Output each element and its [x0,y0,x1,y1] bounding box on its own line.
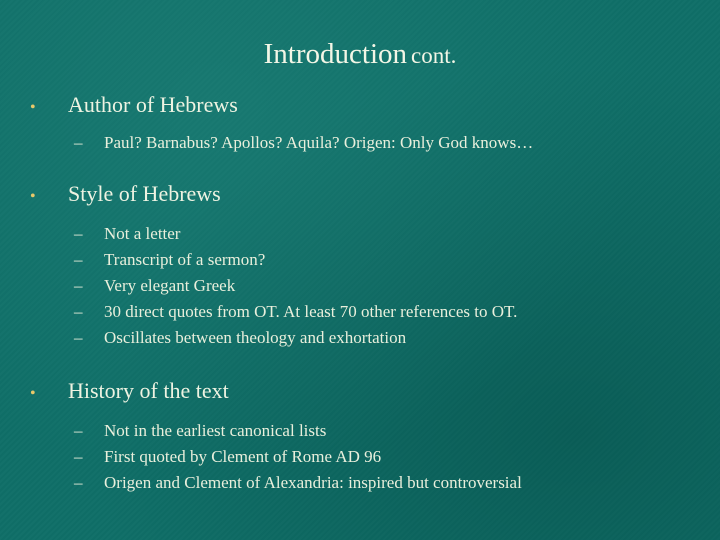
sub-item-text: 30 direct quotes from OT. At least 70 other references to OT. [104,302,518,321]
sub-item [74,444,522,470]
section-style [30,181,517,351]
sub-item-text: First quoted by Clement of Rome AD 96 [104,447,382,466]
dash-icon: – [74,276,83,295]
sub-item-text: Origen and Clement of Alexandria: inspired but controversial [104,473,522,492]
bullet-icon: • [30,385,36,402]
sub-item [74,299,517,325]
dash-icon: – [74,473,83,492]
sub-list [74,418,522,496]
section-author [30,92,533,156]
sub-item [74,221,517,247]
bullet-icon: • [30,99,36,116]
sub-item-text: Very elegant Greek [104,276,236,295]
title-main: Introduction [263,38,407,70]
sub-item [74,470,522,496]
section-heading: Style of Hebrews [68,181,221,206]
sub-item [74,130,533,156]
dash-icon: – [74,447,83,466]
sub-item-text: Transcript of a sermon? [104,250,266,269]
sub-item-text: Not a letter [104,224,181,243]
sub-list [74,130,533,156]
sub-list [74,221,517,351]
dash-icon: – [74,133,83,152]
dash-icon: – [74,421,83,440]
sub-item [74,247,517,273]
bullet-icon: • [30,188,36,205]
section-history [30,378,522,496]
dash-icon: – [74,250,83,269]
sub-item-text: Not in the earliest canonical lists [104,421,327,440]
sub-item [74,273,517,299]
sub-item [74,418,522,444]
section-heading: History of the text [68,378,229,403]
dash-icon: – [74,328,83,347]
dash-icon: – [74,224,83,243]
section-heading: Author of Hebrews [68,92,238,117]
sub-item-text: Paul? Barnabus? Apollos? Aquila? Origen: Only God knows… [104,133,534,152]
sub-item [74,325,517,351]
title-cont: cont. [411,43,457,68]
dash-icon: – [74,302,83,321]
slide-title [0,38,720,71]
sub-item-text: Oscillates between theology and exhortation [104,328,407,347]
